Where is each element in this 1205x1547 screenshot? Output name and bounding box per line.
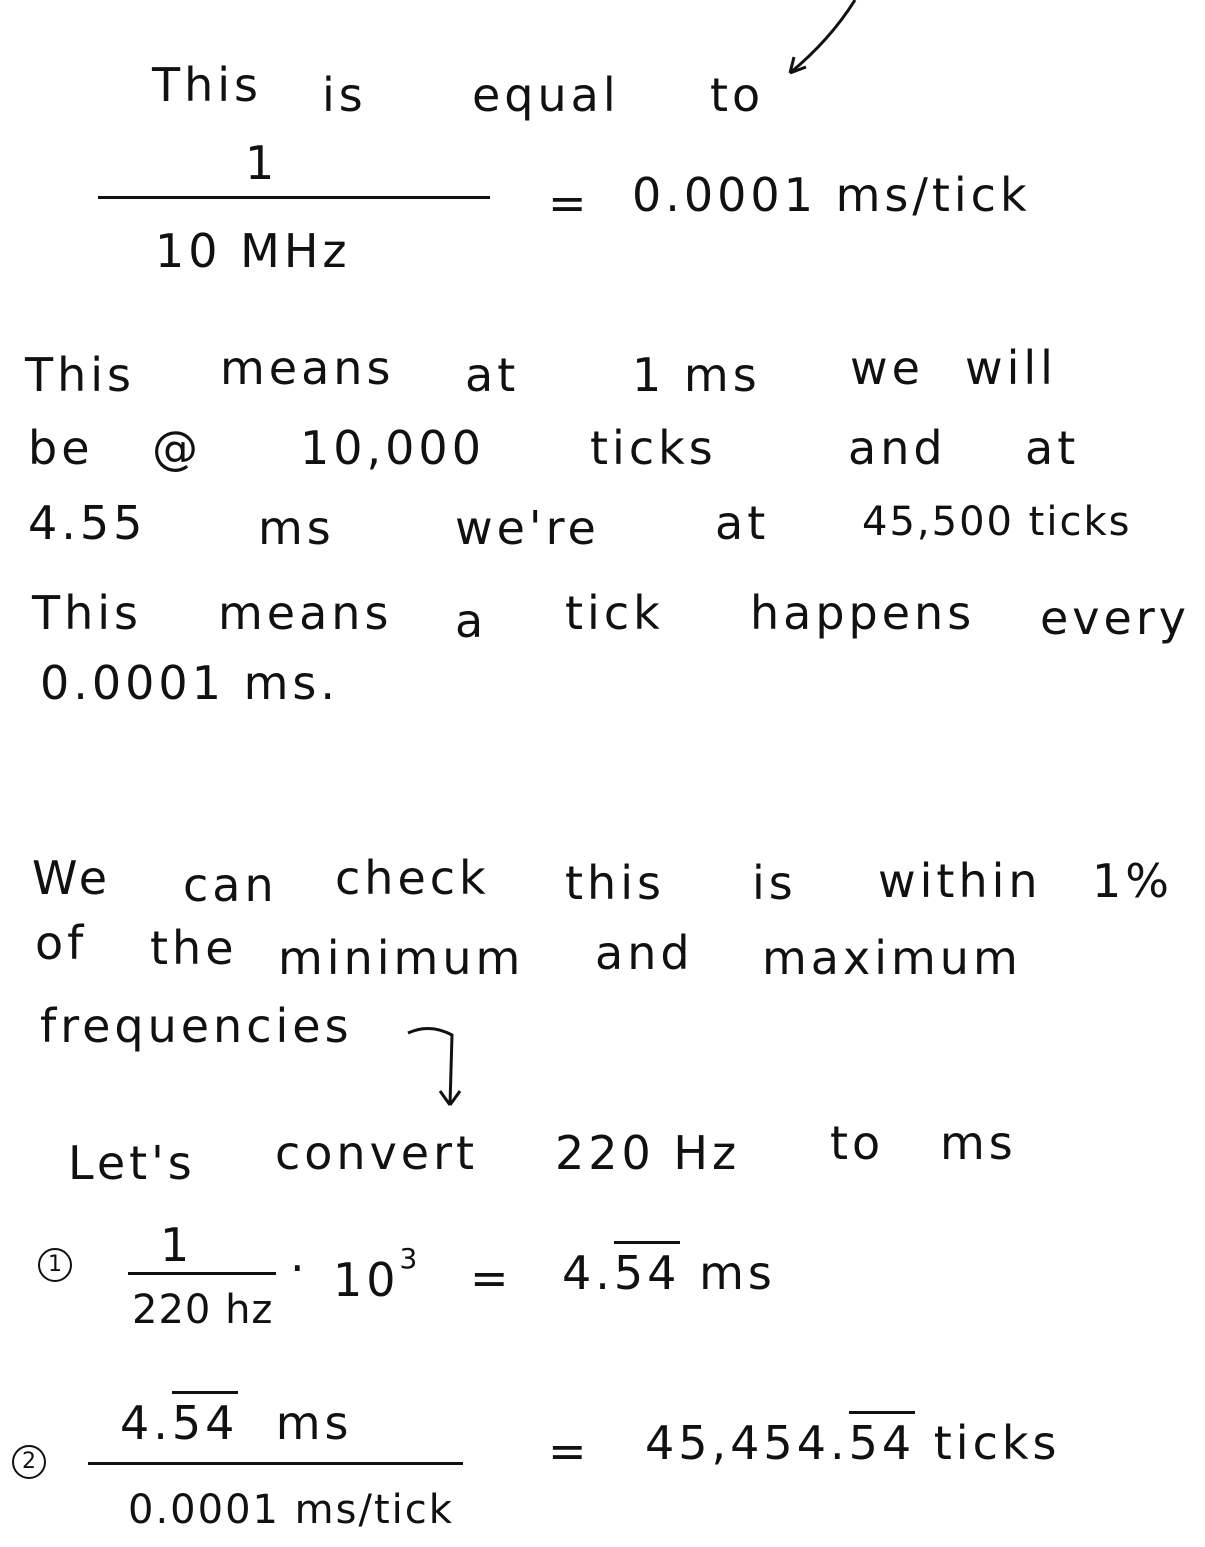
bent-arrow-icon (400, 1015, 460, 1115)
p2-l1-w6: every (1040, 591, 1190, 645)
p1-l1-w5: we (850, 341, 924, 395)
step1-exponent: 3 (399, 1242, 422, 1275)
p1-l2-w5: and (848, 421, 947, 475)
step1-numerator: 1 (160, 1218, 194, 1272)
step1-base: 10 (333, 1253, 400, 1307)
step1-power (333, 1242, 422, 1307)
step1-fraction-bar (128, 1272, 276, 1275)
step2-marker: 2 (12, 1445, 46, 1479)
step1-denominator: 220 hz (132, 1287, 274, 1333)
p1-l2-w1: be (28, 421, 94, 475)
p1-l3-w4: at (715, 496, 770, 550)
step1-result-unit: ms (699, 1246, 776, 1300)
convert-w1: Let's (68, 1136, 196, 1190)
eq1-denominator: 10 MHz (155, 224, 351, 278)
step1-equals: = (470, 1251, 513, 1305)
step2-result (645, 1416, 1061, 1470)
p3-l2-w3: minimum (278, 931, 525, 985)
convert-w3: 220 Hz (555, 1126, 741, 1180)
step2-result-repeat: 54 (849, 1411, 916, 1470)
p3-l1-w7: 1% (1092, 854, 1173, 908)
intro-word-3: equal (472, 68, 620, 122)
p1-l3-w1: 4.55 (28, 496, 147, 550)
intro-word-2: is (322, 68, 367, 122)
p2-l1-w2: means (218, 586, 393, 640)
step1-result (562, 1246, 776, 1300)
eq1-numerator: 1 (245, 136, 279, 190)
p3-l1-w5: is (752, 856, 797, 910)
step2-numerator (120, 1396, 353, 1450)
convert-w2: convert (275, 1126, 479, 1180)
p3-l2-w4: and (595, 926, 694, 980)
p2-l1-w3: a (455, 594, 488, 648)
eq1-fraction-bar (98, 196, 490, 199)
p3-l1-w2: can (183, 858, 278, 912)
convert-w4: to (830, 1116, 885, 1170)
p1-l1-w6: will (965, 341, 1057, 395)
p3-l2-w1: of (35, 916, 88, 970)
p1-l1-w1: This (25, 348, 135, 402)
step1-marker: 1 (38, 1248, 72, 1282)
step2-numerator-repeat: 54 (172, 1391, 239, 1450)
p1-l3-w2: ms (258, 501, 335, 555)
p3-l1-w6: within (878, 854, 1042, 908)
p1-l2-w3: 10,000 (300, 421, 485, 475)
p2-l1-w4: tick (565, 586, 664, 640)
step2-fraction-bar (88, 1462, 463, 1465)
p2-l1-w1: This (32, 586, 142, 640)
step2-denominator: 0.0001 ms/tick (128, 1487, 454, 1533)
p3-l1-w1: We (32, 851, 112, 905)
p3-l3: frequencies (40, 999, 353, 1053)
p3-l1-w3: check (335, 851, 490, 905)
p1-l2-w2: @ (152, 421, 202, 475)
intro-word-1: This (152, 58, 262, 112)
p1-l2-w6: at (1025, 421, 1080, 475)
step2-numerator-unit: ms (275, 1396, 353, 1450)
p1-l3-w5: 45,500 ticks (862, 499, 1132, 545)
p3-l2-w5: maximum (762, 931, 1022, 985)
p3-l2-w2: the (150, 921, 238, 975)
intro-word-4: to (710, 68, 765, 122)
step1-result-int: 4. (562, 1246, 614, 1300)
p1-l1-w3: at (465, 348, 520, 402)
p1-l1-w4: 1 ms (632, 348, 761, 402)
p2-l2: 0.0001 ms. (40, 656, 339, 710)
p1-l1-w2: means (220, 341, 395, 395)
p3-l1-w4: this (565, 856, 665, 910)
step2-numerator-int: 4. (120, 1396, 172, 1450)
convert-w5: ms (940, 1116, 1017, 1170)
step1-times: · (290, 1241, 309, 1295)
p2-l1-w5: happens (750, 586, 976, 640)
arrow-from-above-icon (770, 0, 870, 85)
step2-result-unit: ticks (933, 1416, 1061, 1470)
step2-equals: = (548, 1424, 591, 1478)
p1-l2-w4: ticks (590, 421, 717, 475)
eq1-equals: = (548, 176, 591, 230)
p1-l3-w3: we're (455, 501, 600, 555)
step1-result-repeat: 54 (614, 1241, 681, 1300)
step2-result-int: 45,454. (645, 1416, 849, 1470)
eq1-result: 0.0001 ms/tick (632, 168, 1031, 222)
